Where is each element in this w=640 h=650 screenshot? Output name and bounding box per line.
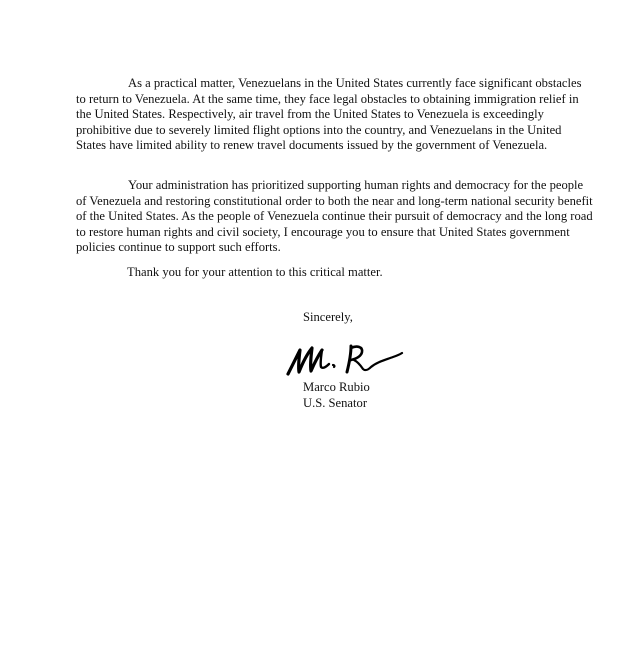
signer-title: U.S. Senator: [303, 396, 368, 410]
letter-closing: Sincerely,: [303, 310, 353, 324]
letter-paragraph-3: Thank you for your attention to this critical matter.: [127, 265, 383, 279]
handwritten-signature: [285, 338, 405, 382]
letter-paragraph-1: As a practical matter, Venezuelans in the United States currently face significant obstacles to return to Venezuela. At the same time, they face legal obstacles to obtaining immigration relief in the United States. Respectively, air travel from the United States to Venezuela is exceedingly prohibitive due to severely limited flight options into the country, and Venezuelans in the United States have limited ability to renew travel documents issued by the government of Venezuela.: [76, 76, 582, 153]
letter-paragraph-2: Your administration has prioritized supporting human rights and democracy for the people of Venezuela and restoring constitutional order to both the near and long-term national security benefit of the United States. As the people of Venezuela continue their pursuit of democracy and the long road to restore human rights and civil society, I encourage you to ensure that United States government policies continue to support such efforts.: [76, 178, 593, 255]
signer-name: Marco Rubio: [303, 380, 370, 394]
